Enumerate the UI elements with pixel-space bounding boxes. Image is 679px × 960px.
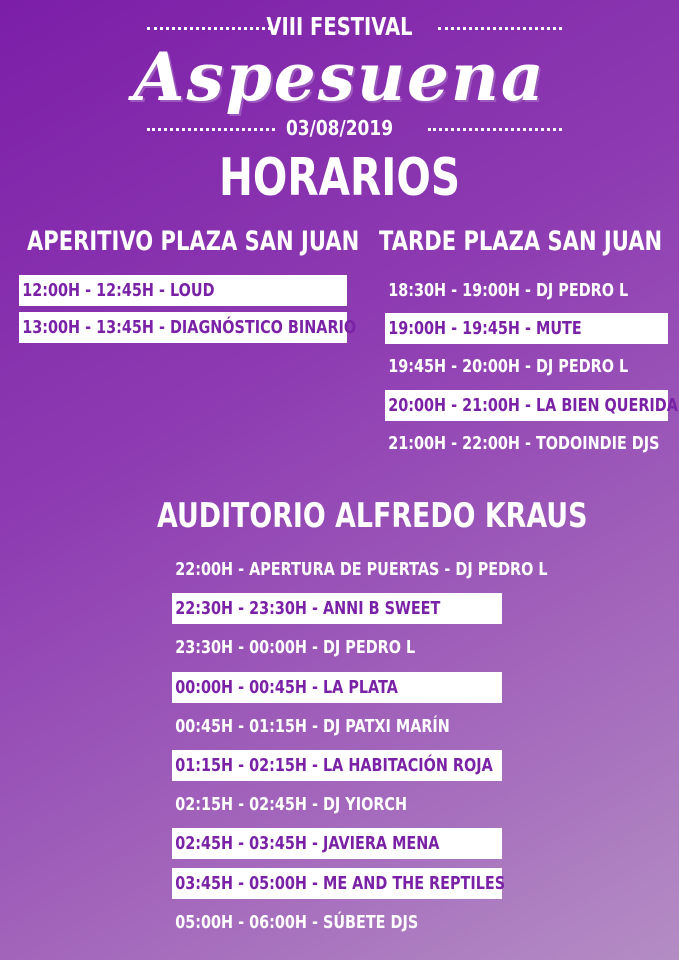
schedule-row bbox=[385, 390, 678, 421]
schedule-row-text: 12:00H - 12:45H - LOUD bbox=[22, 280, 215, 301]
schedule-row-text: 03:45H - 05:00H - ME AND THE REPTILES bbox=[175, 872, 506, 894]
schedule-row bbox=[172, 711, 502, 742]
schedule-row bbox=[172, 672, 502, 703]
schedule-row-text: 13:00H - 13:45H - DIAGNÓSTICO BINARIO bbox=[22, 317, 357, 338]
schedule-row bbox=[172, 828, 502, 859]
page-title: HORARIOS bbox=[218, 148, 461, 208]
schedule-row-text: 19:00H - 19:45H - MUTE bbox=[388, 318, 582, 340]
schedule-row-text: 00:45H - 01:15H - DJ PATXI MARÍN bbox=[175, 715, 450, 737]
schedule-row bbox=[385, 428, 668, 459]
schedule-row-text: 19:45H - 20:00H - DJ PEDRO L bbox=[388, 356, 629, 378]
schedule-row-text: 22:30H - 23:30H - ANNI B SWEET bbox=[175, 598, 441, 620]
schedule-row-text: 01:15H - 02:15H - LA HABITACIÓN ROJA bbox=[175, 755, 493, 776]
schedule-row-text: 23:30H - 00:00H - DJ PEDRO L bbox=[175, 637, 416, 659]
schedule-row-text: 00:00H - 00:45H - LA PLATA bbox=[175, 676, 398, 698]
schedule-row-text: 02:15H - 02:45H - DJ YIORCH bbox=[175, 794, 408, 816]
section-title-tarde: TARDE PLAZA SAN JUAN bbox=[379, 226, 663, 257]
schedule-row bbox=[172, 593, 502, 624]
schedule-row-text: 18:30H - 19:00H - DJ PEDRO L bbox=[388, 280, 629, 301]
schedule-row bbox=[385, 275, 668, 306]
festival-date: 03/08/2019 bbox=[285, 116, 394, 140]
schedule-row bbox=[385, 313, 668, 344]
schedule-row bbox=[172, 750, 502, 781]
schedule-row-text: 22:00H - APERTURA DE PUERTAS - DJ PEDRO L bbox=[175, 559, 548, 580]
schedule-row-text: 02:45H - 03:45H - JAVIERA MENA bbox=[175, 833, 440, 855]
festival-edition: VIII FESTIVAL bbox=[266, 12, 413, 41]
schedule-row bbox=[19, 275, 347, 306]
festival-name: Aspesuena bbox=[133, 38, 546, 116]
schedule-row bbox=[172, 554, 548, 585]
schedule-row-text: 05:00H - 06:00H - SÚBETE DJS bbox=[175, 911, 419, 933]
schedule-row bbox=[385, 351, 668, 382]
section-title-aperitivo: APERITIVO PLAZA SAN JUAN bbox=[27, 226, 360, 257]
schedule-row bbox=[19, 312, 357, 343]
schedule-row bbox=[172, 868, 506, 899]
schedule-row bbox=[172, 789, 502, 820]
schedule-row bbox=[172, 907, 502, 938]
schedule-row-text: 21:00H - 22:00H - TODOINDIE DJS bbox=[388, 432, 660, 454]
schedule-row-text: 20:00H - 21:00H - LA BIEN QUERIDA bbox=[388, 394, 678, 416]
schedule-row bbox=[172, 632, 502, 663]
section-title-auditorio: AUDITORIO ALFREDO KRAUS bbox=[157, 496, 588, 536]
